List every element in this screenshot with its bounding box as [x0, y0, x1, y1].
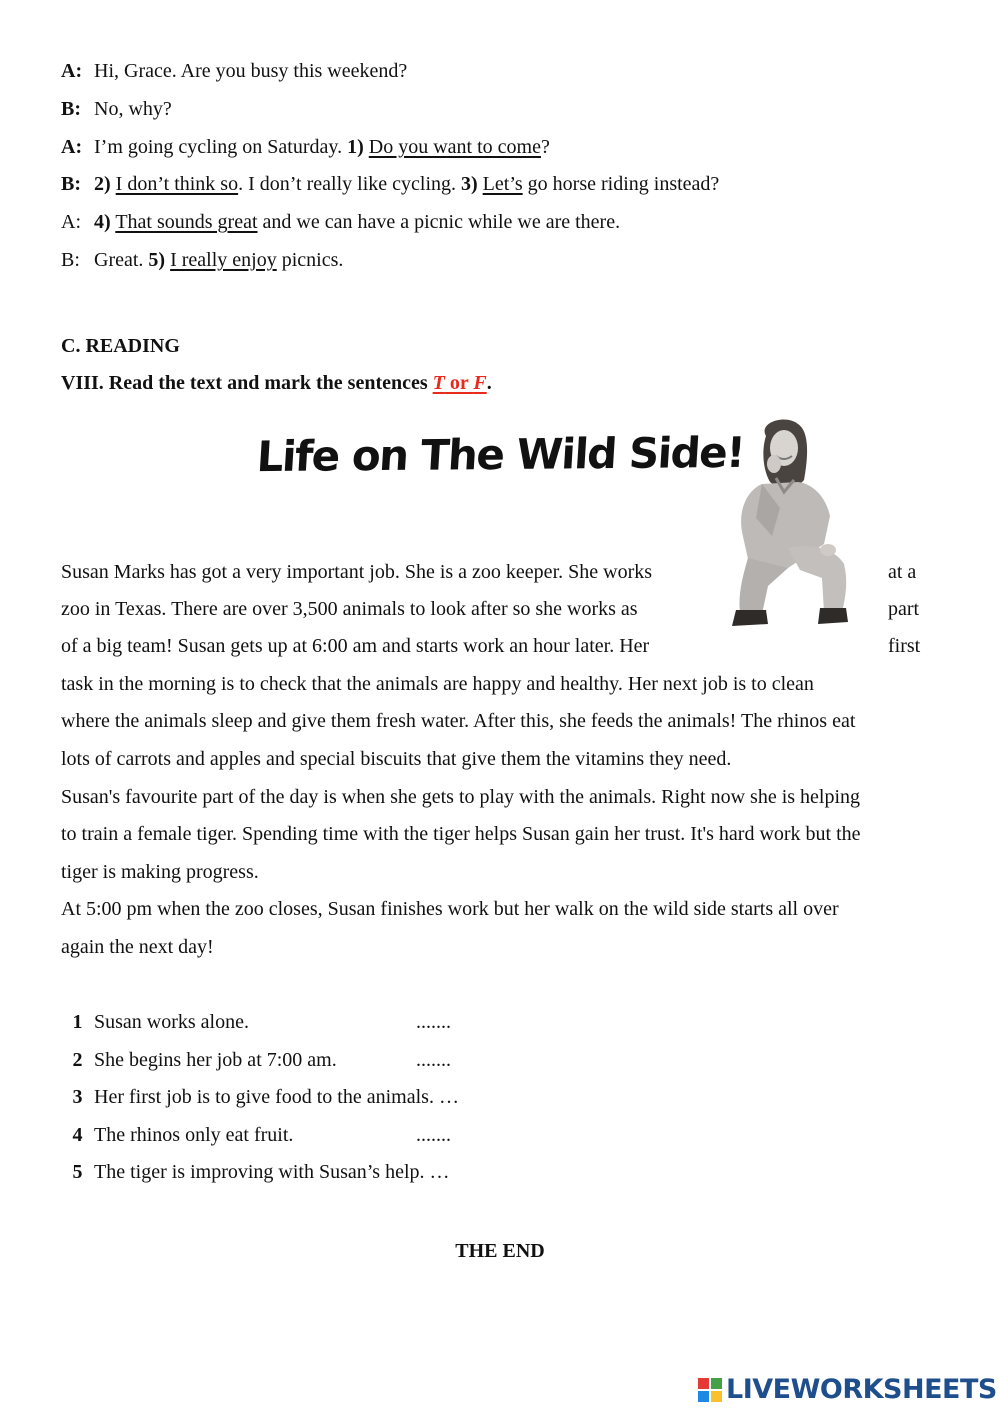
question-number: 5: [72, 1161, 83, 1183]
question-item[interactable]: [61, 1079, 661, 1117]
liveworksheets-logo[interactable]: [698, 1374, 997, 1405]
question-number: 2: [72, 1048, 83, 1071]
zookeeper-woman-image: [728, 418, 856, 632]
question-item: [61, 1042, 661, 1080]
dialogue-line-5: [61, 211, 620, 234]
blank-number: 1): [347, 136, 364, 158]
question-text: The rhinos only eat fruit.: [94, 1123, 294, 1146]
blank-number: 2): [94, 173, 111, 195]
logo-text: LIVEWORKSHEETS: [726, 1374, 997, 1405]
passage-line: task in the morning is to check that the animals are happy and healthy. Her next job is to clean: [61, 673, 814, 695]
task-text: VIII. Read the text and mark the sentences: [61, 372, 433, 394]
question-text: Her first job is to give food to the animals. …: [94, 1086, 459, 1108]
blank-number: 4): [94, 211, 111, 233]
answer-blank-2[interactable]: I don’t think so: [115, 173, 239, 195]
answer-field[interactable]: .......: [416, 1048, 451, 1071]
dialogue-text: Great.: [94, 249, 149, 271]
passage-line: again the next day!: [61, 936, 214, 958]
reading-title: Life on The Wild Side!: [255, 427, 746, 482]
passage-line-end: part: [888, 598, 920, 620]
dialogue-text: go horse riding instead?: [522, 173, 720, 195]
question-text: She begins her job at 7:00 am.: [94, 1048, 337, 1071]
speaker-label: B:: [61, 98, 81, 120]
question-number: 1: [72, 1011, 83, 1033]
speaker-label: B:: [61, 173, 81, 195]
speaker-label: A:: [61, 211, 82, 233]
dialogue-text: picnics.: [276, 249, 344, 271]
dialogue-text: Hi, Grace. Are you busy this weekend?: [94, 60, 408, 82]
task-instruction: [61, 372, 492, 395]
logo-icon: [698, 1378, 722, 1402]
answer-field[interactable]: .......: [416, 1123, 451, 1146]
passage-line: At 5:00 pm when the zoo closes, Susan finishes work but her walk on the wild side starts all over: [61, 898, 839, 920]
question-item[interactable]: [61, 1154, 661, 1192]
question-number: 3: [72, 1086, 83, 1108]
task-tf: T or F: [432, 372, 487, 394]
question-item: [61, 1004, 661, 1042]
section-heading: C. READING: [61, 335, 180, 357]
question-list: [61, 1004, 661, 1192]
answer-blank-1[interactable]: Do you want to come: [368, 136, 541, 158]
blank-number: 3): [461, 173, 478, 195]
speaker-label: A:: [61, 60, 83, 82]
answer-blank-3[interactable]: Let’s: [482, 173, 523, 195]
dialogue-line-4: [61, 173, 719, 196]
dialogue-line-2: [61, 98, 172, 121]
dialogue-text: and we can have a picnic while we are there.: [257, 211, 621, 233]
passage-line: Susan's favourite part of the day is when she gets to play with the animals. Right now she is helping: [61, 786, 861, 808]
dialogue-text: I’m going cycling on Saturday.: [94, 136, 348, 158]
passage-line: where the animals sleep and give them fresh water. After this, she feeds the animals! The rhinos eat: [61, 710, 856, 732]
passage-line-end: first: [888, 635, 921, 657]
dialogue-line-3: [61, 136, 550, 159]
answer-blank-5[interactable]: I really enjoy: [170, 249, 277, 271]
the-end: THE END: [455, 1240, 545, 1262]
answer-field[interactable]: .......: [416, 1011, 451, 1033]
dialogue-text: No, why?: [94, 98, 172, 120]
question-text: Susan works alone.: [94, 1011, 249, 1033]
passage-line: zoo in Texas. There are over 3,500 animals to look after so she works as: [61, 598, 638, 620]
dialogue-line-6: [61, 249, 343, 272]
passage-line: Susan Marks has got a very important job. She is a zoo keeper. She works: [61, 561, 653, 583]
dialogue-text: . I don’t really like cycling.: [238, 173, 461, 195]
answer-blank-4[interactable]: That sounds great: [115, 211, 258, 233]
question-number: 4: [72, 1123, 83, 1146]
passage-line-end: at a: [888, 561, 917, 583]
passage-line: to train a female tiger. Spending time with the tiger helps Susan gain her trust. It's hard work but the: [61, 823, 861, 845]
speaker-label: B:: [61, 249, 80, 271]
passage-line: of a big team! Susan gets up at 6:00 am and starts work an hour later. Her: [61, 635, 650, 657]
question-item: [61, 1117, 661, 1155]
dialogue-line-1: [61, 60, 407, 83]
blank-number: 5): [148, 249, 166, 271]
passage-line: lots of carrots and apples and special biscuits that give them the vitamins they need.: [61, 748, 732, 770]
passage-line: tiger is making progress.: [61, 861, 259, 883]
dialogue-text: ?: [540, 136, 550, 158]
question-text: The tiger is improving with Susan’s help. …: [94, 1161, 450, 1183]
speaker-label: A:: [61, 136, 83, 158]
task-text: .: [486, 372, 492, 394]
